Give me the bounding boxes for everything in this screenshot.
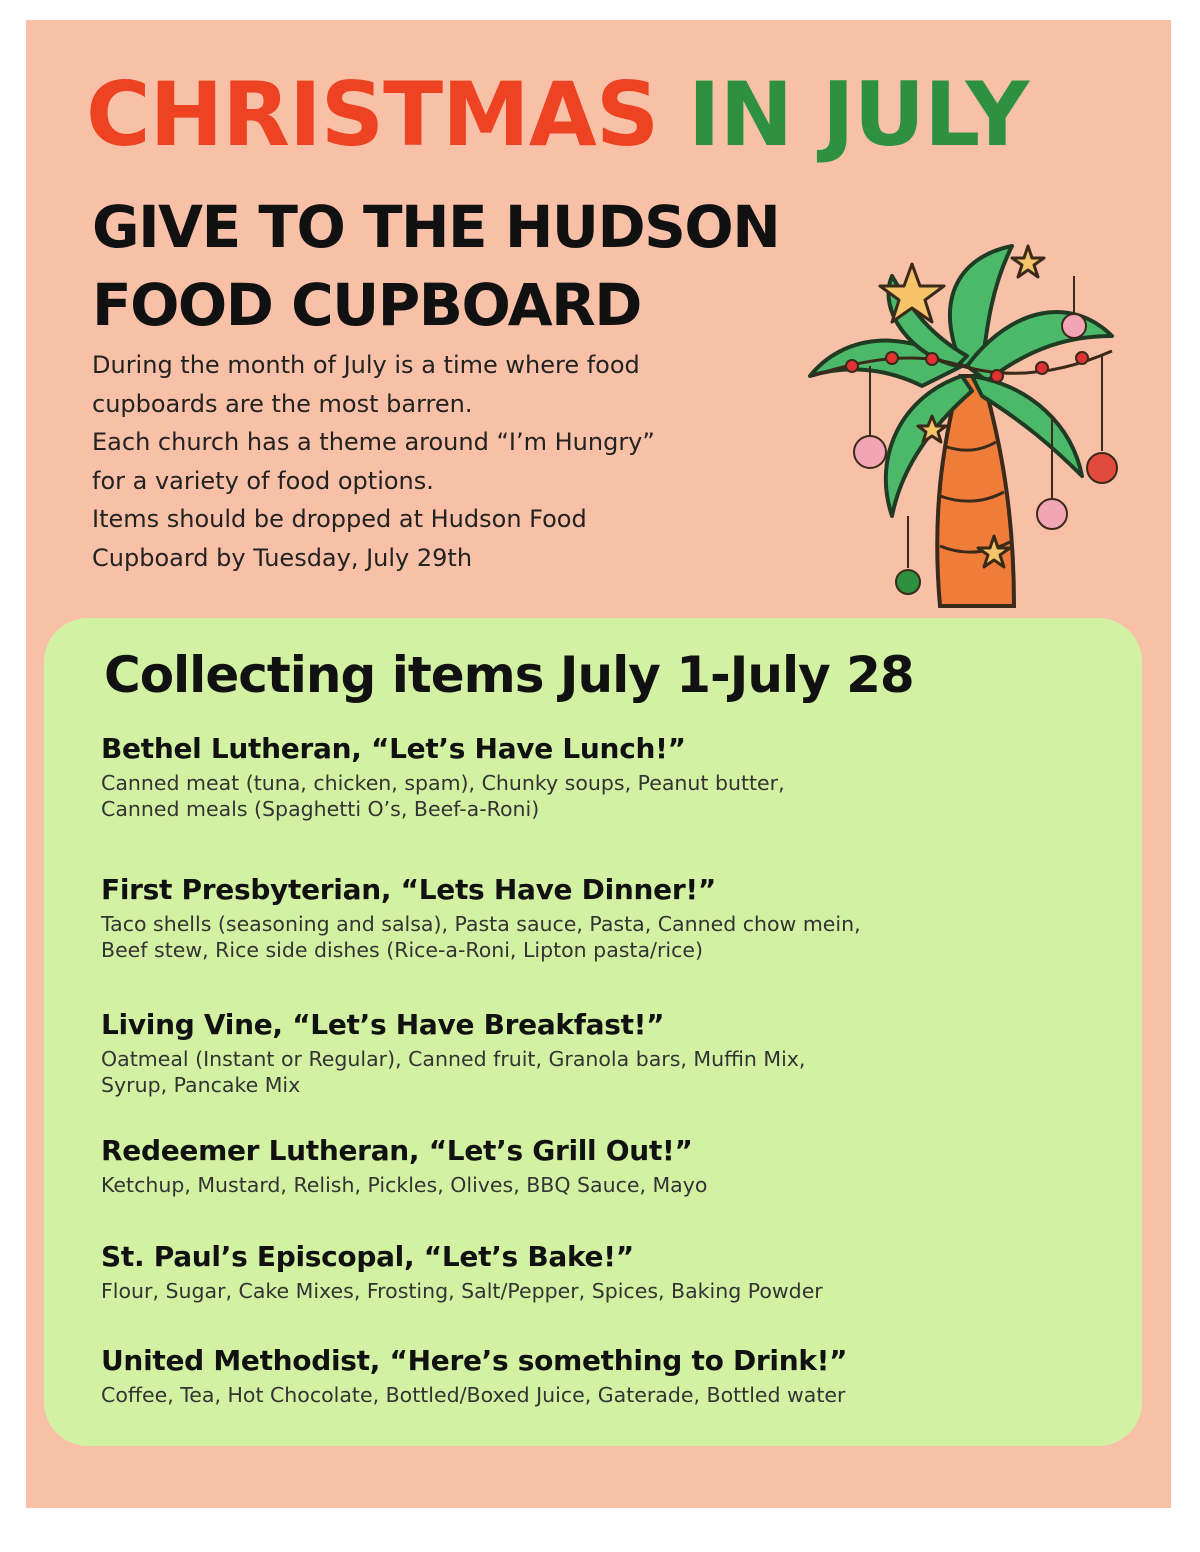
intro-line: Each church has a theme around “I’m Hungry” — [92, 428, 655, 456]
intro-line: During the month of July is a time where food — [92, 351, 640, 379]
church-name: First Presbyterian, “Lets Have Dinner!” — [101, 873, 716, 906]
item-line: Taco shells (seasoning and salsa), Pasta sauce, Pasta, Canned chow mein, — [101, 912, 861, 936]
title-in-july: IN JULY — [687, 63, 1029, 166]
church-items — [101, 1278, 1101, 1304]
church-united-methodist — [101, 1342, 1101, 1408]
intro-text — [92, 346, 812, 577]
item-line: Canned meals (Spaghetti O’s, Beef-a-Roni) — [101, 797, 540, 821]
flyer-title — [86, 60, 1028, 170]
subtitle-line-2: FOOD CUPBOARD — [92, 271, 641, 339]
church-name: St. Paul’s Episcopal, “Let’s Bake!” — [101, 1240, 634, 1273]
item-line: Beef stew, Rice side dishes (Rice-a-Roni, Lipton pasta/rice) — [101, 938, 703, 962]
item-line: Syrup, Pancake Mix — [101, 1073, 301, 1097]
church-st-pauls-episcopal — [101, 1238, 1101, 1304]
church-items — [101, 1172, 1101, 1198]
church-bethel-lutheran — [101, 730, 1101, 822]
collection-heading: Collecting items July 1-July 28 — [104, 646, 914, 704]
item-line: Canned meat (tuna, chicken, spam), Chunky soups, Peanut butter, — [101, 771, 785, 795]
church-items — [101, 1046, 1101, 1098]
title-christmas: CHRISTMAS — [86, 63, 659, 166]
church-first-presbyterian — [101, 871, 1101, 963]
intro-line: Cupboard by Tuesday, July 29th — [92, 543, 473, 572]
church-living-vine — [101, 1006, 1101, 1098]
flyer-page — [26, 20, 1171, 1508]
church-items — [101, 911, 1101, 963]
church-name: United Methodist, “Here’s something to Drink!” — [101, 1344, 848, 1377]
intro-line: cupboards are the most barren. — [92, 389, 473, 418]
flyer-subtitle — [92, 188, 872, 344]
church-name: Bethel Lutheran, “Let’s Have Lunch!” — [101, 732, 686, 765]
collection-panel — [44, 618, 1142, 1446]
church-redeemer-lutheran — [101, 1132, 1101, 1198]
church-items — [101, 1382, 1101, 1408]
church-name: Living Vine, “Let’s Have Breakfast!” — [101, 1008, 665, 1041]
item-line: Oatmeal (Instant or Regular), Canned fruit, Granola bars, Muffin Mix, — [101, 1047, 806, 1071]
item-line: Ketchup, Mustard, Relish, Pickles, Olives, BBQ Sauce, Mayo — [101, 1173, 708, 1197]
decorated-palm-tree-icon — [782, 216, 1122, 636]
item-line: Flour, Sugar, Cake Mixes, Frosting, Salt/Pepper, Spices, Baking Powder — [101, 1279, 823, 1303]
item-line: Coffee, Tea, Hot Chocolate, Bottled/Boxed Juice, Gaterade, Bottled water — [101, 1383, 846, 1407]
intro-line: Items should be dropped at Hudson Food — [92, 505, 587, 533]
subtitle-line-1: GIVE TO THE HUDSON — [92, 193, 780, 261]
intro-line: for a variety of food options. — [92, 466, 434, 495]
church-name: Redeemer Lutheran, “Let’s Grill Out!” — [101, 1134, 693, 1167]
church-items — [101, 770, 1101, 822]
